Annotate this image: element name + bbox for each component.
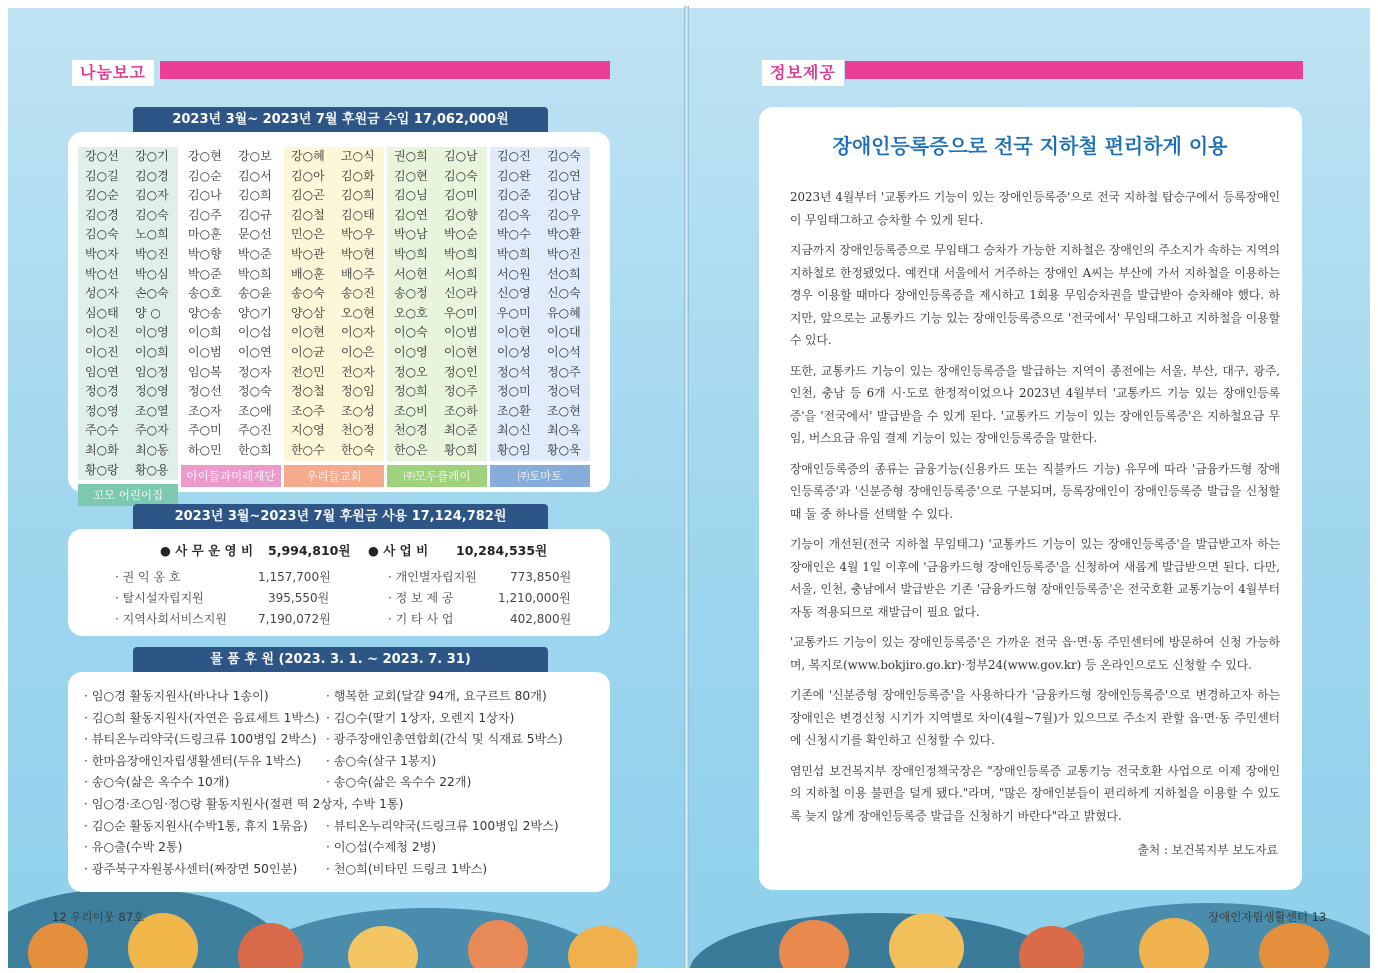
office-label: ● 사 무 운 영 비 — [160, 543, 254, 558]
donor-name: 서○원 — [490, 265, 540, 285]
goods-item: · 김○희 활동지원사(자연은 음료세트 1박스) — [84, 710, 320, 725]
donor-name: 황○용 — [128, 461, 178, 481]
donor-name: 최○화 — [78, 441, 128, 461]
donor-name: 박○남 — [387, 225, 437, 245]
donor-name: 박○향 — [181, 245, 231, 265]
donor-name: 주○수 — [78, 421, 128, 441]
donor-name: 이○자 — [334, 323, 384, 343]
article-source: 출처 : 보건복지부 보도자료 — [1137, 843, 1278, 857]
section-bar — [845, 61, 1303, 79]
usage-item-label: · 개인별자립지원 — [388, 570, 477, 584]
donor-name: 임○복 — [181, 363, 231, 383]
donor-name: 이○섭 — [231, 323, 281, 343]
donor-name: 이○연 — [231, 343, 281, 363]
donor-name: 김○규 — [231, 206, 281, 226]
goods-right-column — [326, 686, 563, 880]
donor-name: 양○기 — [231, 304, 281, 324]
donor-name: 이○은 — [334, 343, 384, 363]
donor-name: 신○숙 — [540, 284, 590, 304]
donor-name: 전○자 — [334, 363, 384, 383]
donor-name: 배○주 — [334, 265, 384, 285]
donor-name: 이○현 — [284, 323, 334, 343]
donor-name: 정○덕 — [540, 382, 590, 402]
right-folio: 장애인자립생활센터 13 — [1208, 910, 1327, 924]
donor-name: 양○삼 — [284, 304, 334, 324]
donor-name: 황○희 — [437, 441, 487, 461]
donor-name: 김○남 — [540, 186, 590, 206]
section-label: 정보제공 — [762, 60, 844, 86]
article-paragraph: 또한, 교통카드 기능이 있는 장애인등록증을 발급하는 지역이 종전에는 서울, 부산, 대구, 광주, 인천, 충남 등 6개 시·도로 한정적이었으나 2023년 4월부터 '교통카드 기능 있는 장애인등록증'을 '전국에서' 발급받을 수 있게 된다. '교통카드 기능이 있는 장애인등록증'은 지하철요금 무임, 버스요금 유임 결제 기능이 있는 장애인등록증을 말한다. — [790, 363, 1280, 445]
goods-item: · 광주장애인총연합회(간식 및 식재료 5박스) — [326, 732, 563, 747]
donor-name: 신○라 — [437, 284, 487, 304]
donor-name: 김○나 — [181, 186, 231, 206]
donor-name: 김○준 — [490, 186, 540, 206]
donor-name: 김○주 — [181, 206, 231, 226]
article-paragraph: 2023년 4월부터 '교통카드 기능이 있는 장애인등록증'으로 전국 지하철 탑승구에서 등록장애인이 무임태그하고 승차할 수 있게 된다. — [790, 190, 1280, 227]
donor-name: 김○남 — [437, 147, 487, 167]
donor-name: 송○정 — [387, 284, 437, 304]
donor-name: 김○희 — [231, 186, 281, 206]
donor-name: 김○경 — [78, 206, 128, 226]
donor-name: 정○임 — [334, 382, 384, 402]
donor-name: 최○준 — [437, 421, 487, 441]
donor-name: 송○윤 — [231, 284, 281, 304]
donor-column-footer: ㈜모두플레이 — [387, 465, 487, 487]
donor-name: 김○숙 — [437, 167, 487, 187]
goods-item: · 천○희(비타민 드링크 1박스) — [326, 861, 488, 876]
goods-item: · 유○출(수박 2통) — [84, 840, 183, 855]
usage-item-label: · 권 익 옹 호 — [115, 570, 181, 584]
donor-name: 노○희 — [128, 225, 178, 245]
donor-name: 전○민 — [284, 363, 334, 383]
donor-name: 김○진 — [490, 147, 540, 167]
usage-item-amount: 1,210,000원 — [498, 591, 571, 605]
goods-item: · 임○경 활동지원사(바나나 1송이) — [84, 689, 269, 703]
donor-name: 조○자 — [181, 402, 231, 422]
article-paragraph: 지금까지 장애인등록증으로 무임태그 승차가 가능한 지하철은 장애인의 주소지가 속하는 지역의 지하철로 한정됐었다. 예컨대 서울에서 거주하는 장애인 A씨는 부산에 가서 지하철을 이용하는 경우 이용할 때마다 장애인등록증을 제시하고 1회용 무임승차권을 발급받아 승차해야 했다. 하지만, 앞으로는 교통카드 기능 있는 장애인등록증으로 '전국에서' 무임태그하고 지하철을 이용할 수 있다. — [790, 243, 1280, 347]
donor-name: 김○경 — [128, 167, 178, 187]
donor-name: 한○수 — [284, 441, 334, 461]
page-fold — [684, 6, 689, 968]
donor-column — [387, 147, 487, 506]
donor-name: 이○희 — [181, 323, 231, 343]
donor-name: 서○희 — [437, 265, 487, 285]
donor-name: 임○정 — [128, 363, 178, 383]
donor-name: 김○옥 — [490, 206, 540, 226]
usage-heading: 2023년 3월~2023년 7월 후원금 사용 17,124,782원 — [133, 504, 548, 530]
donor-name: 김○우 — [540, 206, 590, 226]
donor-name: 이○현 — [490, 323, 540, 343]
donor-name: 정○미 — [490, 382, 540, 402]
donor-name: 박○희 — [437, 245, 487, 265]
donor-name: 주○미 — [181, 421, 231, 441]
donor-name: 박○준 — [181, 265, 231, 285]
donor-name: 박○진 — [128, 245, 178, 265]
donor-name: 최○옥 — [540, 421, 590, 441]
goods-item: · 김○순 활동지원사(수박1통, 휴지 1묶음) — [84, 818, 308, 833]
donor-name: 정○오 — [387, 363, 437, 383]
left-folio: 12 우리이웃 87호 — [52, 910, 145, 924]
donor-name: 이○성 — [490, 343, 540, 363]
donor-name: 정○인 — [437, 363, 487, 383]
goods-item: · 한마음장애인자립생활센터(두유 1박스) — [84, 753, 302, 768]
goods-item: · 광주북구자원봉사센터(짜장면 50인분) — [84, 861, 298, 876]
donor-column — [78, 147, 178, 506]
donor-name: 천○정 — [334, 421, 384, 441]
donor-name: 하○민 — [181, 441, 231, 461]
donor-name: 이○현 — [437, 343, 487, 363]
donor-name: 정○숙 — [231, 382, 281, 402]
goods-heading: 물 품 후 원 (2023. 3. 1. ~ 2023. 7. 31) — [133, 647, 548, 673]
income-heading: 2023년 3월~ 2023년 7월 후원금 수입 17,062,000원 — [133, 107, 548, 133]
donor-name: 박○우 — [334, 225, 384, 245]
donor-name: 이○영 — [387, 343, 437, 363]
donor-name: 황○임 — [490, 441, 540, 461]
donor-name: 조○애 — [231, 402, 281, 422]
goods-item: · 임○경·조○임·정○랑 활동지원사(절편 떡 2상자, 수박 1통) — [84, 796, 404, 811]
donor-name: 이○범 — [181, 343, 231, 363]
donor-name: 박○희 — [490, 245, 540, 265]
donor-name: 김○순 — [78, 186, 128, 206]
donor-name: 김○희 — [334, 186, 384, 206]
office-amount: 5,994,810원 — [268, 543, 351, 558]
donor-name: 양 ○ — [128, 304, 178, 324]
donor-name: 조○성 — [334, 402, 384, 422]
donor-name: 박○순 — [437, 225, 487, 245]
donor-name: 박○선 — [78, 265, 128, 285]
donor-name: 김○곤 — [284, 186, 334, 206]
donor-column-footer: ㈜토마토 — [490, 465, 590, 487]
article-paragraph: 기존에 '신분증형 장애인등록증'을 사용하다가 '금융카드형 장애인등록증'으로 변경하고자 하는 장애인은 변경신청 시기가 지역별로 차이(4월~7월)가 있으므로 주소지 관할 읍·면·동 주민센터에 신청시기를 확인하고 신청할 수 있다. — [790, 688, 1280, 747]
donor-name: 정○주 — [540, 363, 590, 383]
donor-name: 김○자 — [128, 186, 178, 206]
donor-name: 민○은 — [284, 225, 334, 245]
donor-name: 강○선 — [78, 147, 128, 167]
donor-name: 김○태 — [334, 206, 384, 226]
donor-name: 김○길 — [78, 167, 128, 187]
donor-name: 박○관 — [284, 245, 334, 265]
donor-name: 조○열 — [128, 402, 178, 422]
donor-name: 이○진 — [78, 343, 128, 363]
donor-name: 오○현 — [334, 304, 384, 324]
donor-name: 주○자 — [128, 421, 178, 441]
article-paragraph: 염민섭 보건복지부 장애인정책국장은 "장애인등록증 교통기능 전국호환 사업으로 이제 장애인의 지하철 이용 불편을 덜게 됐다."라며, "많은 장애인분들이 편리하게 지하철을 이용할 수 있도록 늦지 않게 장애인등록증 발급을 신청하기 바란다"라고 밝혔다. — [790, 763, 1280, 823]
donor-name: 박○현 — [334, 245, 384, 265]
goods-item: · 송○숙(삶은 옥수수 10개) — [84, 775, 230, 790]
usage-item-label: · 탈시설자립지원 — [115, 591, 204, 605]
donor-column — [181, 147, 281, 506]
donor-name: 황○랑 — [78, 461, 128, 481]
goods-item — [326, 794, 563, 816]
donor-name: 정○철 — [284, 382, 334, 402]
donor-name: 이○희 — [128, 343, 178, 363]
donor-name: 강○현 — [181, 147, 231, 167]
donor-name: 선○희 — [540, 265, 590, 285]
hill-shape — [689, 913, 1069, 968]
donor-name: 정○영 — [128, 382, 178, 402]
usage-item-label: · 정 보 제 공 — [388, 591, 454, 605]
donor-name: 서○현 — [387, 265, 437, 285]
section-bar — [160, 61, 610, 79]
donor-name: 정○선 — [181, 382, 231, 402]
business-amount: 10,284,535원 — [456, 543, 548, 558]
donor-name: 정○석 — [490, 363, 540, 383]
donor-name: 박○자 — [78, 245, 128, 265]
goods-item: · 행복한 교회(달걀 94개, 요구르트 80개) — [326, 689, 547, 703]
donor-name: 강○보 — [231, 147, 281, 167]
donor-name: 강○기 — [128, 147, 178, 167]
donor-name: 유○혜 — [540, 304, 590, 324]
donor-name: 이○균 — [284, 343, 334, 363]
donor-name: 김○순 — [181, 167, 231, 187]
donor-name: 조○주 — [284, 402, 334, 422]
donor-name: 이○범 — [437, 323, 487, 343]
usage-item-amount: 395,550원 — [268, 591, 330, 605]
donor-name: 김○연 — [387, 206, 437, 226]
section-label: 나눔보고 — [72, 60, 154, 86]
donor-name: 정○주 — [437, 382, 487, 402]
article-paragraph: 기능이 개선된(전국 지하철 무임태그) '교통카드 기능이 있는 장애인등록증'을 발급받고자 하는 장애인은 4월 1일 이후에 '금융카드형 장애인등록증'을 신청하여 새롭게 발급받으면 된다. 다만, 서울, 인천, 충남에서 발급받은 기존 '금융카드형 장애인등록증'은 전국호환 교통기능이 4월부터 자동 적용되므로 재발급이 필요 없다. — [790, 537, 1280, 619]
donor-name: 박○진 — [540, 245, 590, 265]
donor-name: 이○영 — [128, 323, 178, 343]
donor-column-footer: 꼬모 어린이집 — [78, 484, 178, 506]
donor-name: 김○향 — [437, 206, 487, 226]
donor-name: 정○영 — [78, 402, 128, 422]
donor-name: 지○영 — [284, 421, 334, 441]
donor-name: 주○진 — [231, 421, 281, 441]
goods-item: · 송○숙(살구 1봉지) — [326, 753, 437, 768]
donor-column-footer: 우리들교회 — [284, 465, 384, 487]
donor-name: 김○숙 — [78, 225, 128, 245]
donor-name: 천○경 — [387, 421, 437, 441]
donor-name: 김○미 — [437, 186, 487, 206]
donor-name: 송○호 — [181, 284, 231, 304]
donor-name: 김○서 — [231, 167, 281, 187]
donor-name: 오○호 — [387, 304, 437, 324]
usage-item-amount: 1,157,700원 — [258, 570, 331, 584]
donor-name: 이○대 — [540, 323, 590, 343]
donor-name: 마○훈 — [181, 225, 231, 245]
donor-column — [490, 147, 590, 506]
usage-item-amount: 7,190,072원 — [258, 612, 331, 626]
donor-name: 김○님 — [387, 186, 437, 206]
donor-name: 박○준 — [231, 245, 281, 265]
donor-name: 배○훈 — [284, 265, 334, 285]
donor-name: 신○영 — [490, 284, 540, 304]
donor-name: 최○신 — [490, 421, 540, 441]
goods-item: · 이○섭(수제청 2병) — [326, 840, 437, 855]
donor-column — [284, 147, 384, 506]
donor-name: 박○희 — [231, 265, 281, 285]
goods-item: · 송○숙(삶은 옥수수 22개) — [326, 775, 472, 790]
donor-name: 권○희 — [387, 147, 437, 167]
donor-name: 문○선 — [231, 225, 281, 245]
donor-name: 심○태 — [78, 304, 128, 324]
donor-name: 황○욱 — [540, 441, 590, 461]
goods-item: · 김○수(딸기 1상자, 오렌지 1상자) — [326, 710, 515, 725]
donor-name: 한○숙 — [334, 441, 384, 461]
donor-name: 우○미 — [437, 304, 487, 324]
donor-name: 우○미 — [490, 304, 540, 324]
donor-name: 강○혜 — [284, 147, 334, 167]
donor-name: 임○연 — [78, 363, 128, 383]
donor-column-footer: 아이들과미래재단 — [181, 465, 281, 487]
donor-name: 송○숙 — [284, 284, 334, 304]
donor-name: 성○자 — [78, 284, 128, 304]
usage-item-label: · 기 타 사 업 — [388, 612, 454, 626]
donor-grid — [78, 147, 590, 506]
business-label: ● 사 업 비 — [368, 543, 429, 558]
donor-name: 박○심 — [128, 265, 178, 285]
goods-item: · 뷰티온누리약국(드링크류 100병입 2박스) — [326, 818, 559, 833]
donor-name: 한○희 — [231, 441, 281, 461]
tree-shape — [568, 926, 638, 968]
goods-item: · 뷰티온누리약국(드링크류 100병입 2박스) — [84, 732, 317, 747]
article-paragraph: 장애인등록증의 종류는 금융기능(신용카드 또는 직불카드 기능) 유무에 따라 '금융카드형 장애인등록증'과 '신분증형 장애인등록증'으로 구분되며, 등록장애인이 장애인등록증 발급을 신청할 때 둘 중 하나를 선택할 수 있다. — [790, 461, 1280, 521]
donor-name: 김○철 — [284, 206, 334, 226]
donor-name: 조○비 — [387, 402, 437, 422]
donor-name: 김○연 — [540, 167, 590, 187]
usage-item-amount: 402,800원 — [510, 612, 572, 626]
donor-name: 이○석 — [540, 343, 590, 363]
usage-item-label: · 지역사회서비스지원 — [115, 612, 227, 626]
donor-name: 고○식 — [334, 147, 384, 167]
donor-name: 김○아 — [284, 167, 334, 187]
donor-name: 조○하 — [437, 402, 487, 422]
donor-name: 정○경 — [78, 382, 128, 402]
donor-name: 김○숙 — [540, 147, 590, 167]
donor-name: 박○환 — [540, 225, 590, 245]
donor-name: 최○동 — [128, 441, 178, 461]
donor-name: 손○숙 — [128, 284, 178, 304]
donor-name: 김○화 — [334, 167, 384, 187]
article-title: 장애인등록증으로 전국 지하철 편리하게 이용 — [832, 134, 1228, 158]
article-paragraph: '교통카드 기능이 있는 장애인등록증'은 가까운 전국 읍·면·동 주민센터에 방문하여 신청 가능하며, 복지로(www.bokjiro.go.kr)·정부24(www.gov.kr) 등 온라인으로도 신청할 수 있다. — [790, 635, 1280, 672]
donor-name: 박○수 — [490, 225, 540, 245]
donor-name: 정○자 — [231, 363, 281, 383]
donor-name: 정○희 — [387, 382, 437, 402]
donor-name: 김○숙 — [128, 206, 178, 226]
donor-name: 이○진 — [78, 323, 128, 343]
donor-name: 조○환 — [490, 402, 540, 422]
article-body — [790, 186, 1280, 835]
donor-name: 김○현 — [387, 167, 437, 187]
usage-item-amount: 773,850원 — [510, 570, 572, 584]
donor-name: 조○현 — [540, 402, 590, 422]
donor-name: 김○완 — [490, 167, 540, 187]
donor-name: 송○진 — [334, 284, 384, 304]
donor-name: 한○은 — [387, 441, 437, 461]
donor-name: 박○희 — [387, 245, 437, 265]
donor-name: 이○숙 — [387, 323, 437, 343]
donor-name: 양○송 — [181, 304, 231, 324]
